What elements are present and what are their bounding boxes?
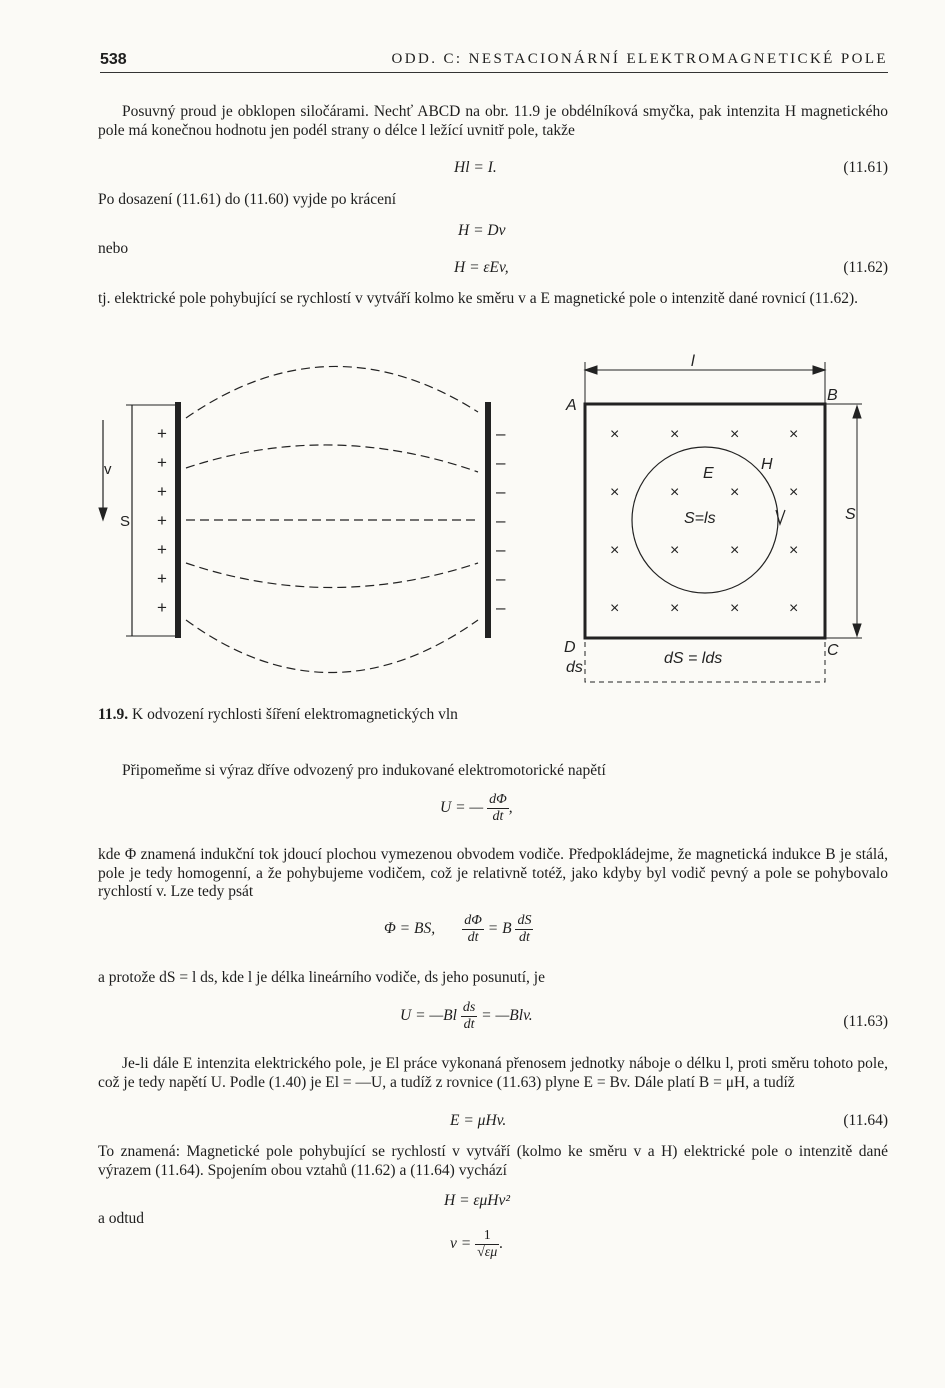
- corner-c-label: C: [827, 642, 839, 659]
- equation-expression: H = Dv: [458, 222, 506, 239]
- corner-b-label: B: [827, 387, 838, 404]
- caption-number: 11.9.: [98, 706, 129, 723]
- paragraph-4: Připomeňme si výraz dříve odvozený pro indukované elektromotorické napětí: [122, 762, 606, 779]
- denominator: dt: [492, 809, 504, 824]
- plus-sign: +: [157, 511, 167, 530]
- plus-sign: +: [157, 482, 167, 501]
- fraction: [462, 913, 484, 946]
- equation-flux: [384, 913, 533, 946]
- equation-expression: H = εμHv²: [444, 1192, 511, 1209]
- cross-mark: ×: [789, 542, 799, 559]
- plus-sign: +: [157, 453, 167, 472]
- cross-mark: ×: [670, 600, 680, 617]
- plus-sign: +: [157, 569, 167, 588]
- cross-mark: ×: [610, 426, 620, 443]
- cross-mark: ×: [670, 426, 680, 443]
- equation-tail: .: [499, 1235, 504, 1253]
- loop-diagram: [585, 362, 862, 682]
- plus-sign: +: [157, 540, 167, 559]
- paragraph-7: Je-li dále E intenzita elektrického pole, je El práce vykonaná přenosem jednotky náboje o délku l, proti směru tohoto pole, což je tedy napětí U. Podle (1.40) je El = —U, a tudíž z rovnice (11.63) plyne E = Bv. Dále platí B = μH, a tudíž: [98, 1055, 888, 1091]
- numerator: dΦ: [489, 792, 507, 807]
- field-line: [186, 620, 478, 673]
- equation-velocity: [450, 1228, 503, 1261]
- word-nebo: nebo: [98, 240, 129, 257]
- paragraph-2: Po dosazení (11.61) do (11.60) vyjde po krácení: [98, 191, 397, 208]
- equation-lhs: U = —Bl: [400, 1007, 457, 1025]
- equation-h-emu: [98, 1192, 888, 1214]
- numerator: ds: [462, 1000, 476, 1015]
- page-number: 538: [100, 51, 127, 68]
- cross-mark: ×: [730, 600, 740, 617]
- minus-sign: –: [496, 569, 506, 588]
- equation-lhs: U = —: [440, 799, 484, 817]
- minus-sign: –: [496, 453, 506, 472]
- e-label: E: [703, 465, 714, 482]
- minus-sign: –: [496, 482, 506, 501]
- field-line: [186, 445, 478, 472]
- equation-emf: [440, 792, 513, 825]
- paragraph-5: kde Φ znamená indukční tok jdoucí plochou vymezenou obvodem vodiče. Předpokládejme, že magnetická indukce B je stálá, pole je tedy homogenní, a že pohybujeme vodičem, což je relativně totéž, jako kdyby byl vodič pevný a pole se pohybovalo rychlostí v. Lze tedy psát: [98, 846, 888, 901]
- minus-sign: –: [496, 511, 506, 530]
- area-s-ls-label: S=ls: [684, 510, 716, 527]
- equation-middle: = B: [487, 920, 512, 938]
- cross-mark: ×: [670, 484, 680, 501]
- s-label-right: S: [845, 506, 856, 523]
- cross-mark: ×: [789, 484, 799, 501]
- cross-mark: ×: [730, 484, 740, 501]
- cross-mark: ×: [610, 484, 620, 501]
- velocity-arrowhead: [99, 508, 107, 520]
- minus-sign: –: [496, 424, 506, 443]
- s-arrowhead-bottom: [853, 624, 861, 636]
- denominator: dt: [463, 1017, 475, 1032]
- fraction: [475, 1228, 499, 1261]
- s-arrowhead-top: [853, 406, 861, 418]
- equation-11-64: [98, 1112, 888, 1134]
- fraction: [487, 792, 509, 825]
- minus-sign: –: [496, 540, 506, 559]
- paragraph-3: tj. elektrické pole pohybující se rychlostí v vytváří kolmo ke směru v a E magnetické pole o intenzitě dané rovnicí (11.62).: [98, 290, 858, 307]
- plus-sign: +: [157, 424, 167, 443]
- area-ds-lds-label: dS = lds: [664, 650, 723, 667]
- equation-11-63-number-row: [98, 1013, 888, 1035]
- ds-label: ds: [566, 659, 583, 676]
- field-line: [186, 563, 478, 588]
- cross-mark: ×: [789, 600, 799, 617]
- cross-mark: ×: [789, 426, 799, 443]
- paragraph-6: a protože dS = l ds, kde l je délka lineárního vodiče, ds jeho posunutí, je: [98, 969, 545, 986]
- paragraph-8: To znamená: Magnetické pole pohybující se rychlostí v vytváří (kolmo ke směru v a H) elektrické pole o intenzitě dané výrazem (11.64). Spojením obou vztahů (11.62) a (11.64) vychází: [98, 1143, 888, 1179]
- caption-text: K odvození rychlosti šíření elektromagnetických vln: [132, 706, 458, 723]
- v-label: v: [104, 461, 112, 478]
- equation-lhs: v =: [450, 1235, 472, 1253]
- denominator: dt: [467, 930, 479, 945]
- cross-mark: ×: [730, 542, 740, 559]
- equation-tail: ,: [508, 799, 513, 817]
- cross-mark: ×: [610, 542, 620, 559]
- paragraph-1: Posuvný proud je obklopen siločárami. Nechť ABCD na obr. 11.9 je obdélníková smyčka, pak intenzita H magnetického pole má konečnou hodnotu jen podél strany o délce l ležící uvnitř pole, takže: [98, 103, 888, 139]
- numerator: dΦ: [464, 913, 482, 928]
- equation-number: (11.63): [843, 1013, 888, 1030]
- l-arrowhead-right: [813, 366, 825, 374]
- equation-tail: = —Blv.: [481, 1007, 533, 1025]
- cross-mark: ×: [610, 600, 620, 617]
- corner-d-label: D: [564, 639, 576, 656]
- denominator: dt: [519, 930, 530, 945]
- running-title: ODD. C: NESTACIONÁRNÍ ELEKTROMAGNETICKÉ POLE: [391, 51, 888, 67]
- equation-number: (11.62): [843, 259, 888, 276]
- corner-a-label: A: [566, 397, 577, 414]
- phrase-a-odtud: a odtud: [98, 1210, 145, 1227]
- cross-mark: ×: [730, 426, 740, 443]
- figure-caption: [98, 706, 458, 725]
- minus-sign: –: [496, 598, 506, 617]
- l-arrowhead-left: [585, 366, 597, 374]
- cross-mark: ×: [670, 542, 680, 559]
- equation-lhs: Φ = BS,: [384, 920, 436, 938]
- equation-expression: E = μHv.: [450, 1112, 507, 1129]
- equation-expression: Hl = I.: [454, 159, 497, 176]
- l-label: l: [691, 353, 695, 370]
- s-label: S: [120, 513, 131, 530]
- field-line: [186, 366, 478, 418]
- fraction: [515, 913, 533, 946]
- numerator: 1: [475, 1228, 499, 1245]
- numerator: dS: [517, 913, 532, 928]
- equation-number: (11.61): [843, 159, 888, 176]
- equation-expression: H = εEv,: [454, 259, 509, 276]
- plus-sign: +: [157, 598, 167, 617]
- denominator: √εμ: [477, 1245, 498, 1260]
- h-label: H: [761, 456, 773, 473]
- equation-number: (11.64): [843, 1112, 888, 1129]
